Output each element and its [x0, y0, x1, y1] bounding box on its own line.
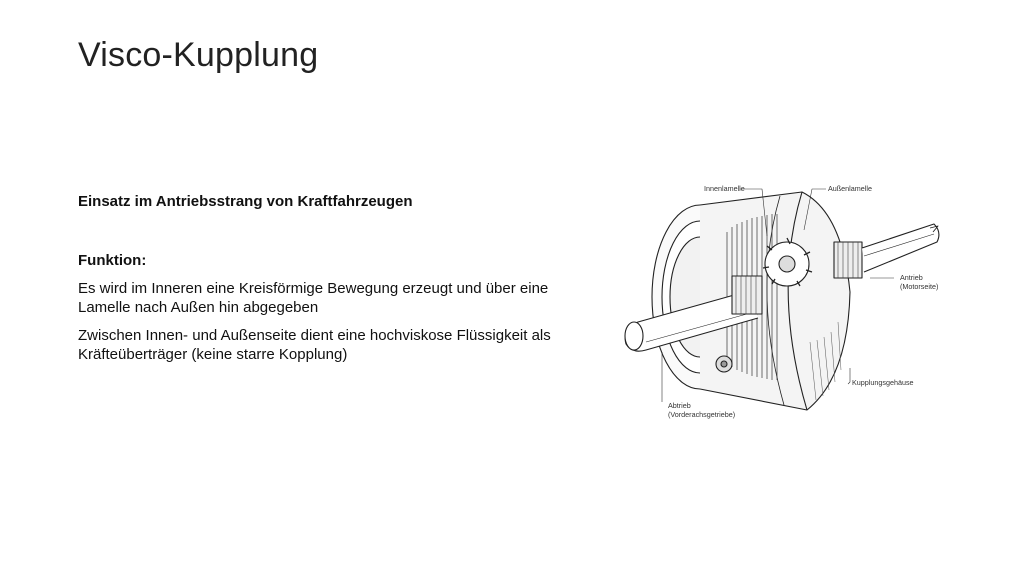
- label-abtrieb: Abtrieb: [668, 401, 691, 410]
- slide-title: Visco-Kupplung: [78, 36, 319, 74]
- label-abtrieb-sub: (Vorderachsgetriebe): [668, 410, 736, 419]
- label-antrieb: Antrieb: [900, 273, 923, 282]
- paragraph-2: Zwischen Innen- und Außenseite dient eine hochviskose Flüssigkeit als Kräfteüberträger (keine starre Kopplung): [78, 327, 551, 363]
- label-innenlamelle: Innenlamelle: [704, 184, 745, 193]
- paragraph-1: Es wird im Inneren eine Kreisförmige Bewegung erzeugt und über eine Lamelle nach Außen hin abgegeben: [78, 280, 549, 316]
- label-gehaeuse: Kupplungsgehäuse: [852, 378, 914, 387]
- subtitle: Einsatz im Antriebsstrang von Kraftfahrzeugen: [78, 193, 413, 210]
- label-aussenlamelle: Außenlamelle: [828, 184, 872, 193]
- slide-body: [78, 192, 598, 373]
- label-antrieb-sub: (Motorseite): [900, 282, 939, 291]
- function-heading: Funktion:: [78, 252, 147, 269]
- input-shaft: [862, 224, 939, 272]
- visco-coupling-diagram: [612, 172, 957, 434]
